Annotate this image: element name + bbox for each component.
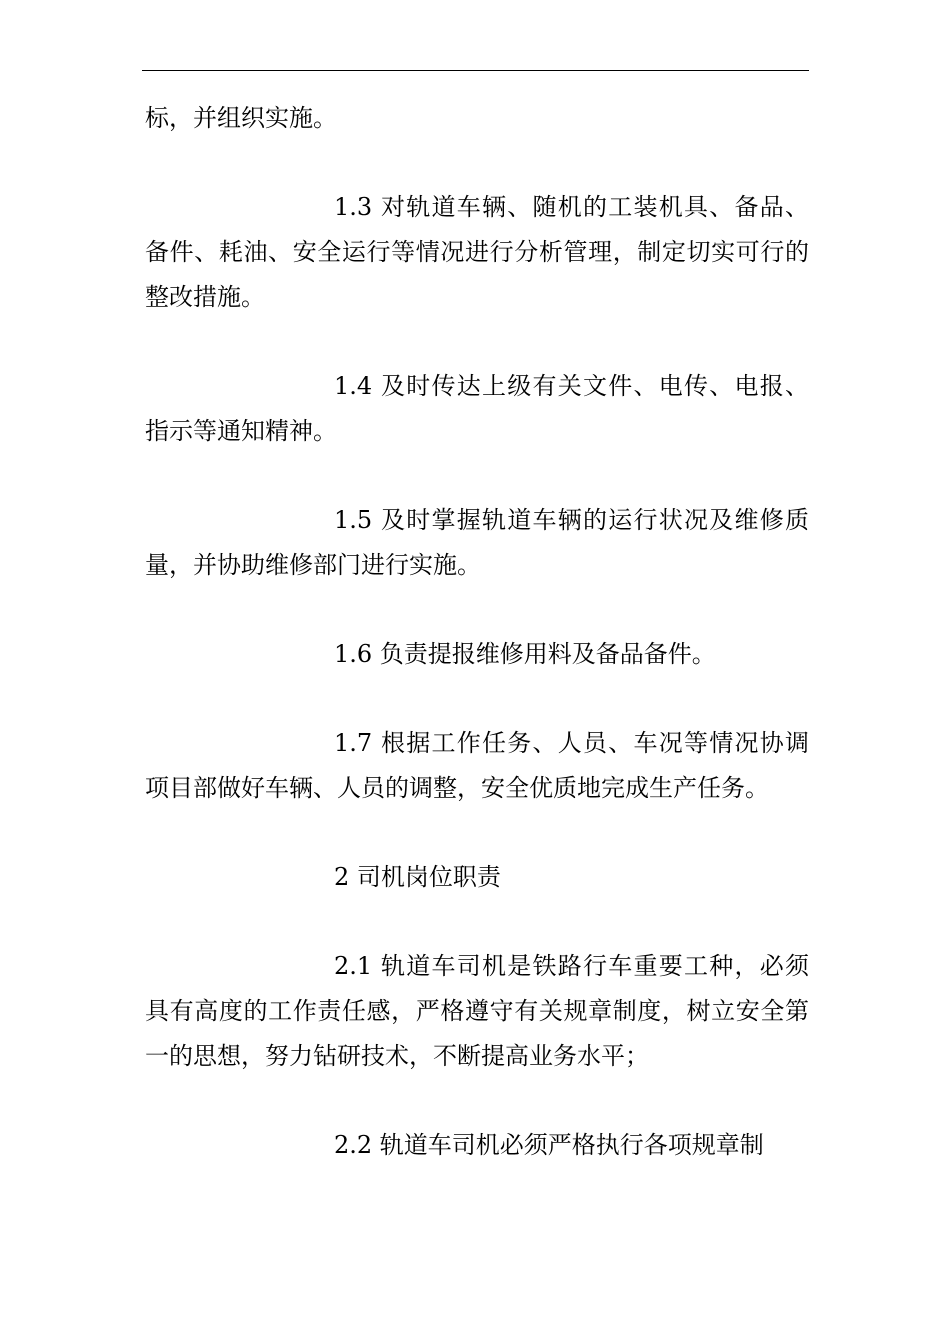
paragraph-1-3: 1.3 对轨道车辆、随机的工装机具、备品、备件、耗油、安全运行等情况进行分析管理，制定切实可行的整改措施。 (145, 193, 809, 311)
paragraph-1-4: 1.4 及时传达上级有关文件、电传、电报、指示等通知精神。 (145, 372, 809, 445)
paragraph-continuation: 标，并组织实施。 (145, 104, 337, 132)
header-rule (142, 70, 809, 71)
document-body (145, 96, 809, 1212)
paragraph-1-6: 1.6 负责提报维修用料及备品备件。 (334, 640, 716, 668)
paragraph-1-5: 1.5 及时掌握轨道车辆的运行状况及维修质量，并协助维修部门进行实施。 (145, 506, 809, 579)
section-heading-2: 2 司机岗位职责 (334, 863, 501, 891)
paragraph-2-1: 2.1 轨道车司机是铁路行车重要工种，必须具有高度的工作责任感，严格遵守有关规章制度，树立安全第一的思想，努力钻研技术，不断提高业务水平； (145, 952, 809, 1070)
paragraph-1-7: 1.7 根据工作任务、人员、车况等情况协调项目部做好车辆、人员的调整，安全优质地完成生产任务。 (145, 729, 809, 802)
paragraph-2-2: 2.2 轨道车司机必须严格执行各项规章制 (334, 1131, 764, 1159)
